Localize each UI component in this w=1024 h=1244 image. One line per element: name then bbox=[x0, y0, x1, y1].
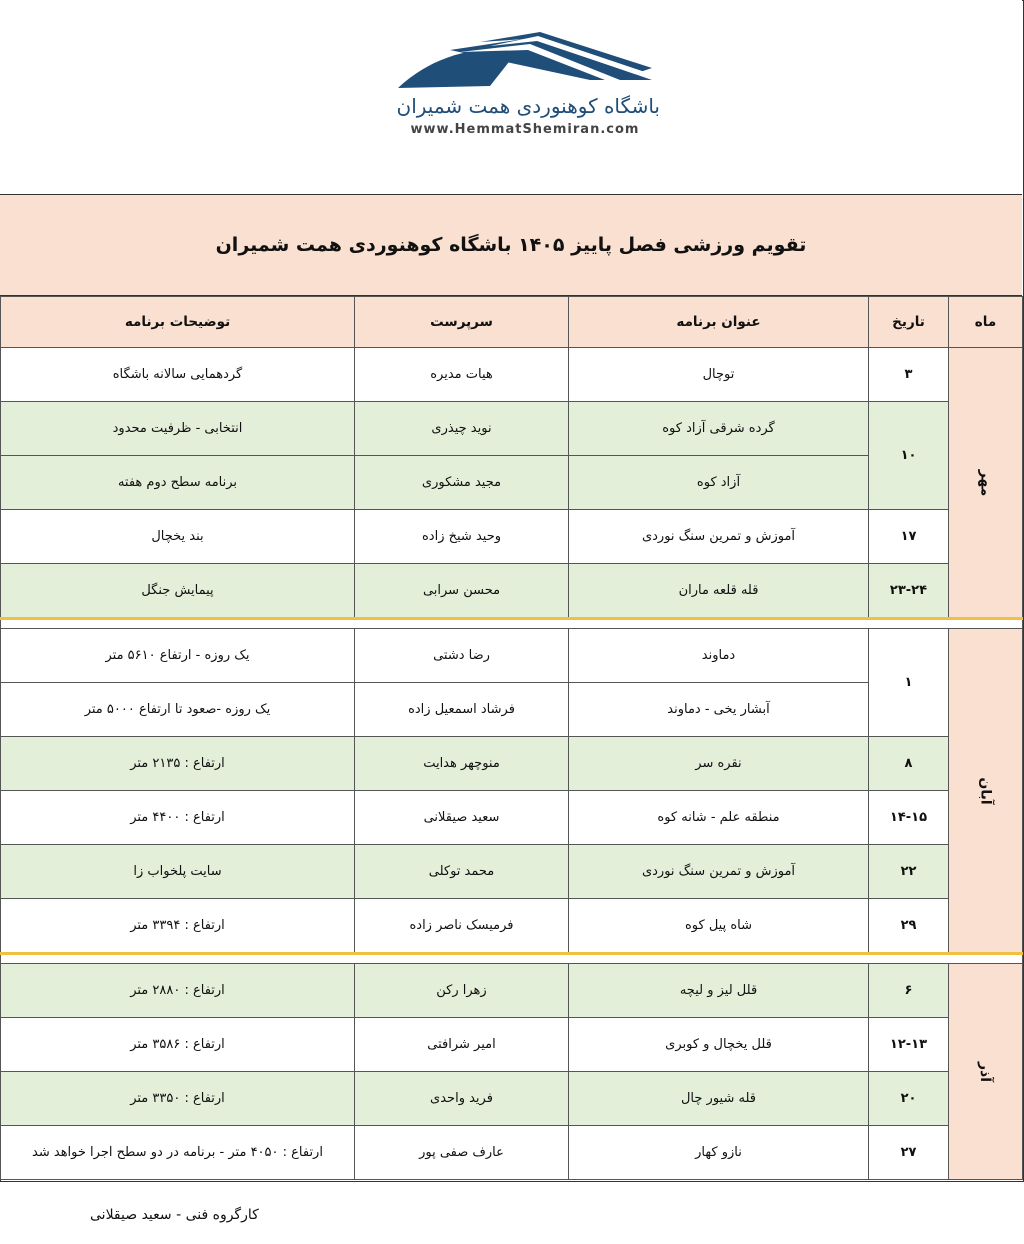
program-cell: قله شیور چال bbox=[569, 1072, 869, 1126]
col-date: تاریخ bbox=[869, 297, 949, 348]
leader-cell: سعید صیقلانی bbox=[355, 791, 569, 845]
table-row bbox=[1, 1072, 1023, 1126]
leader-cell: عارف صفی پور bbox=[355, 1126, 569, 1180]
desc-cell: ارتفاع : ۲۱۳۵ متر bbox=[1, 737, 355, 791]
leader-cell: فرشاد اسمعیل زاده bbox=[355, 683, 569, 737]
table-row bbox=[1, 791, 1023, 845]
date-cell: ۶ bbox=[869, 964, 949, 1018]
month-label: آبان bbox=[977, 776, 994, 805]
date-cell: ۲۰ bbox=[869, 1072, 949, 1126]
program-cell: قلل لیز و لیچه bbox=[569, 964, 869, 1018]
desc-cell: ارتفاع : ۲۸۸۰ متر bbox=[1, 964, 355, 1018]
desc-cell: ارتفاع : ۳۳۵۰ متر bbox=[1, 1072, 355, 1126]
program-cell: قلل یخچال و کوبری bbox=[569, 1018, 869, 1072]
table-row bbox=[1, 737, 1023, 791]
leader-cell: رضا دشتی bbox=[355, 629, 569, 683]
date-cell: ۱۲-۱۳ bbox=[869, 1018, 949, 1072]
program-cell: نقره سر bbox=[569, 737, 869, 791]
leader-cell: فرمیسک ناصر زاده bbox=[355, 899, 569, 954]
month-cell bbox=[949, 964, 1023, 1180]
table-header-row bbox=[1, 297, 1023, 348]
header bbox=[0, 0, 1022, 195]
leader-cell: وحید شیخ زاده bbox=[355, 510, 569, 564]
date-cell: ۲۳-۲۴ bbox=[869, 564, 949, 619]
desc-cell: ارتفاع : ۴۰۵۰ متر - برنامه در دو سطح اجرا خواهد شد bbox=[1, 1126, 355, 1180]
program-cell: منطقه علم - شانه کوه bbox=[569, 791, 869, 845]
month-cell bbox=[949, 348, 1023, 619]
month-label: آذر bbox=[977, 1061, 994, 1082]
table-row bbox=[1, 1126, 1023, 1180]
date-cell: ۱ bbox=[869, 629, 949, 737]
desc-cell: ارتفاع : ۴۴۰۰ متر bbox=[1, 791, 355, 845]
program-cell: آزاد کوه bbox=[569, 456, 869, 510]
program-cell: قله قلعه ماران bbox=[569, 564, 869, 619]
leader-cell: فرید واحدی bbox=[355, 1072, 569, 1126]
desc-cell: گردهمایی سالانه باشگاه bbox=[1, 348, 355, 402]
month-cell bbox=[949, 629, 1023, 954]
table-row bbox=[1, 629, 1023, 683]
leader-cell: نوید چیذری bbox=[355, 402, 569, 456]
desc-cell: یک روزه -صعود تا ارتفاع ۵۰۰۰ متر bbox=[1, 683, 355, 737]
program-cell: گرده شرقی آزاد کوه bbox=[569, 402, 869, 456]
page-title: تقویم ورزشی فصل پاییز ۱۴۰۵ باشگاه کوهنوردی همت شمیران bbox=[215, 234, 807, 256]
leader-cell: منوچهر هدایت bbox=[355, 737, 569, 791]
month-label: مهر bbox=[977, 469, 994, 496]
date-cell: ۱۰ bbox=[869, 402, 949, 510]
table-row bbox=[1, 348, 1023, 402]
leader-cell: زهرا رکن bbox=[355, 964, 569, 1018]
date-cell: ۲۷ bbox=[869, 1126, 949, 1180]
table-row bbox=[1, 899, 1023, 954]
date-cell: ۳ bbox=[869, 348, 949, 402]
separator-cell bbox=[1, 954, 1023, 964]
desc-cell: برنامه سطح دوم هفته bbox=[1, 456, 355, 510]
col-desc: توضیحات برنامه bbox=[1, 297, 355, 348]
program-cell: شاه پیل کوه bbox=[569, 899, 869, 954]
table-row bbox=[1, 510, 1023, 564]
program-cell: نازو کهار bbox=[569, 1126, 869, 1180]
desc-cell: ارتفاع : ۳۵۸۶ متر bbox=[1, 1018, 355, 1072]
desc-cell: سایت پلخواب زا bbox=[1, 845, 355, 899]
footer-credit: کارگروه فنی - سعید صیقلانی bbox=[90, 1207, 259, 1223]
table-row bbox=[1, 845, 1023, 899]
desc-cell: ارتفاع : ۳۳۹۴ متر bbox=[1, 899, 355, 954]
desc-cell: پیمایش جنگل bbox=[1, 564, 355, 619]
month-separator bbox=[1, 619, 1023, 629]
leader-cell: مجید مشکوری bbox=[355, 456, 569, 510]
date-cell: ۱۴-۱۵ bbox=[869, 791, 949, 845]
program-cell: دماوند bbox=[569, 629, 869, 683]
schedule-table bbox=[0, 296, 1023, 1180]
month-separator bbox=[1, 954, 1023, 964]
leader-cell: هیات مدیره bbox=[355, 348, 569, 402]
leader-cell: محمد توکلی bbox=[355, 845, 569, 899]
program-cell: آبشار یخی - دماوند bbox=[569, 683, 869, 737]
col-program: عنوان برنامه bbox=[569, 297, 869, 348]
club-name: باشگاه کوهنوردی همت شمیران bbox=[396, 94, 660, 118]
desc-cell: یک روزه - ارتفاع ۵۶۱۰ متر bbox=[1, 629, 355, 683]
club-logo bbox=[390, 28, 660, 148]
program-cell: آموزش و تمرین سنگ نوردی bbox=[569, 845, 869, 899]
table-row bbox=[1, 402, 1023, 456]
col-leader: سرپرست bbox=[355, 297, 569, 348]
separator-cell bbox=[1, 619, 1023, 629]
club-url: www.HemmatShemiran.com bbox=[410, 122, 640, 137]
table-row bbox=[1, 564, 1023, 619]
table-row bbox=[1, 1018, 1023, 1072]
mountain-logo-icon bbox=[390, 28, 660, 98]
title-band bbox=[0, 195, 1022, 296]
date-cell: ۸ bbox=[869, 737, 949, 791]
date-cell: ۱۷ bbox=[869, 510, 949, 564]
col-month: ماه bbox=[949, 297, 1023, 348]
program-cell: توچال bbox=[569, 348, 869, 402]
desc-cell: بند یخچال bbox=[1, 510, 355, 564]
date-cell: ۲۹ bbox=[869, 899, 949, 954]
date-cell: ۲۲ bbox=[869, 845, 949, 899]
table-row bbox=[1, 964, 1023, 1018]
leader-cell: محسن سرابی bbox=[355, 564, 569, 619]
leader-cell: امیر شرافتی bbox=[355, 1018, 569, 1072]
program-cell: آموزش و تمرین سنگ نوردی bbox=[569, 510, 869, 564]
desc-cell: انتخابی - ظرفیت محدود bbox=[1, 402, 355, 456]
